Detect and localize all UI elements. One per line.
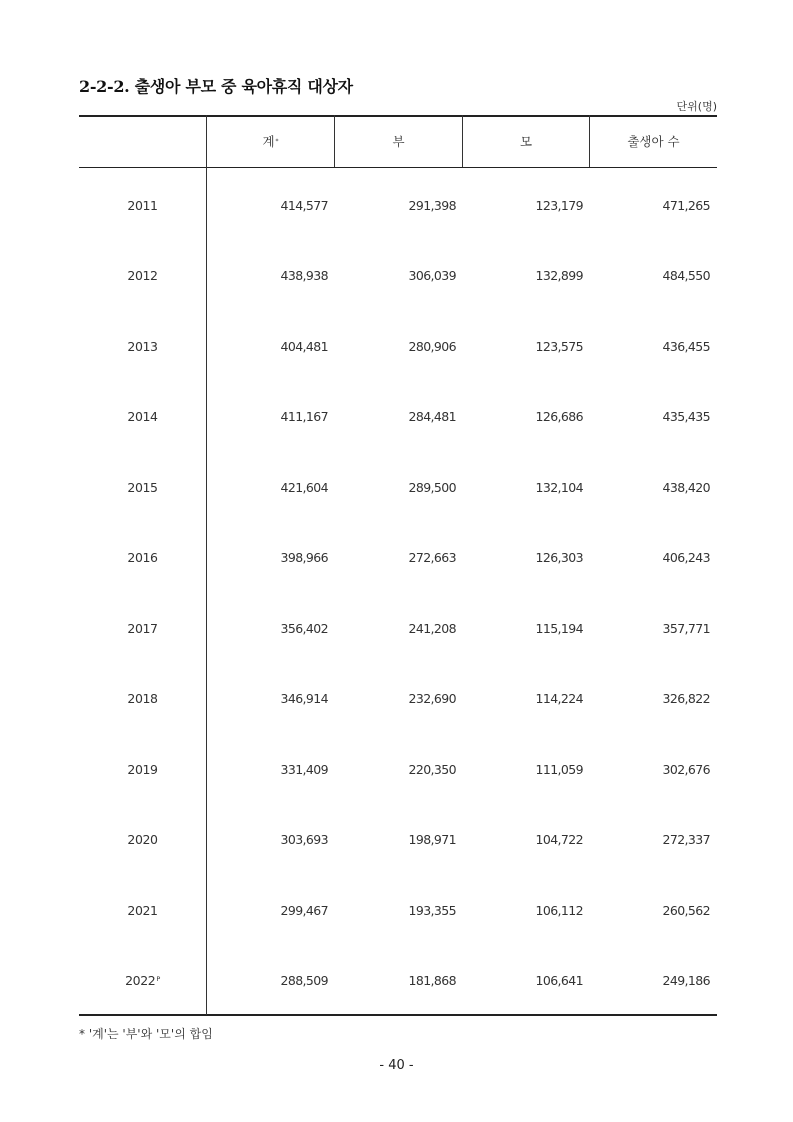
header-total	[207, 115, 334, 167]
mother-cell: 111,059	[535, 761, 583, 777]
births-cell: 436,455	[662, 338, 710, 354]
total-cell: 404,481	[280, 338, 328, 354]
total-cell: 331,409	[280, 761, 328, 777]
year-value: 2013	[127, 338, 158, 354]
mother-cell: 114,224	[535, 691, 583, 706]
births-cell: 249,186	[662, 973, 710, 988]
births-cell: 357,771	[662, 620, 710, 636]
unit-label: 단위(명)	[676, 100, 717, 113]
father-cell: 289,500	[408, 479, 456, 495]
footnote: * '계'는 '부'와 '모'의 합임	[79, 1027, 213, 1041]
father-cell: 272,663	[408, 550, 456, 565]
total-cell: 299,467	[280, 902, 328, 918]
table-row	[79, 734, 717, 805]
table-row	[79, 170, 717, 241]
year-value: 2021	[127, 902, 158, 918]
table-row	[79, 311, 717, 382]
header-total-mark: *	[275, 137, 279, 145]
father-cell: 193,355	[408, 902, 456, 918]
births-cell: 484,550	[662, 268, 710, 283]
table-row	[79, 382, 717, 453]
births-cell: 326,822	[662, 691, 710, 706]
births-cell: 406,243	[662, 550, 710, 565]
header-father: 부	[392, 134, 405, 149]
total-cell: 398,966	[280, 550, 328, 565]
total-cell: 303,693	[280, 832, 328, 847]
mother-cell: 123,575	[535, 338, 583, 354]
header-mother: 모	[519, 134, 533, 149]
total-cell: 346,914	[280, 691, 328, 706]
total-cell: 438,938	[280, 268, 328, 283]
year-value: 2020	[127, 832, 158, 847]
father-cell: 280,906	[408, 338, 456, 354]
table-row	[79, 593, 717, 664]
births-cell: 272,337	[662, 832, 710, 847]
father-cell: 284,481	[408, 409, 456, 424]
mother-cell: 106,641	[535, 973, 583, 988]
births-cell: 471,265	[662, 197, 710, 213]
table-row	[79, 523, 717, 594]
births-cell: 438,420	[662, 479, 710, 495]
births-cell: 302,676	[662, 761, 710, 777]
year-value: 2015	[127, 479, 158, 495]
father-cell: 241,208	[408, 620, 456, 636]
table-row	[79, 946, 717, 1017]
mother-cell: 126,303	[535, 550, 583, 565]
table-row	[79, 452, 717, 523]
father-cell: 232,690	[408, 691, 456, 706]
father-cell: 220,350	[408, 761, 456, 777]
table-row	[79, 805, 717, 876]
mother-cell: 126,686	[535, 409, 583, 424]
table-row	[79, 875, 717, 946]
father-cell: 198,971	[408, 832, 456, 847]
mother-cell: 106,112	[535, 902, 583, 918]
births-cell: 260,562	[662, 902, 710, 918]
page-title: 2-2-2. 출생아 부모 중 육아휴직 대상자	[79, 77, 353, 96]
preliminary-mark: P	[156, 974, 160, 983]
year-value: 2017	[127, 620, 158, 636]
births-cell: 435,435	[662, 409, 710, 424]
total-cell: 411,167	[280, 409, 328, 424]
year-value: 2019	[127, 761, 158, 777]
table-row	[79, 664, 717, 735]
total-cell: 414,577	[280, 197, 328, 213]
father-cell: 181,868	[408, 973, 456, 988]
page-number: - 40 -	[379, 1058, 414, 1073]
year-value: 2011	[127, 197, 158, 213]
table-row	[79, 241, 717, 312]
header-total-label: 계	[262, 134, 275, 149]
mother-cell: 104,722	[535, 832, 583, 847]
total-cell: 356,402	[280, 620, 328, 636]
table-header-rule	[79, 167, 717, 168]
year-value: 2012	[127, 268, 158, 283]
header-births: 출생아 수	[627, 134, 680, 149]
data-table	[79, 115, 717, 1015]
year-value: 2014	[127, 409, 158, 424]
father-cell: 306,039	[408, 268, 456, 283]
year-value: 2018	[127, 691, 158, 706]
father-cell: 291,398	[408, 197, 456, 213]
mother-cell: 115,194	[535, 620, 583, 636]
year-value: 2016	[127, 550, 158, 565]
header-year	[79, 115, 206, 167]
mother-cell: 132,104	[535, 479, 583, 495]
total-cell: 288,509	[280, 973, 328, 988]
total-cell: 421,604	[280, 479, 328, 495]
mother-cell: 132,899	[535, 268, 583, 283]
year-value: 2022	[125, 973, 156, 988]
mother-cell: 123,179	[535, 197, 583, 213]
